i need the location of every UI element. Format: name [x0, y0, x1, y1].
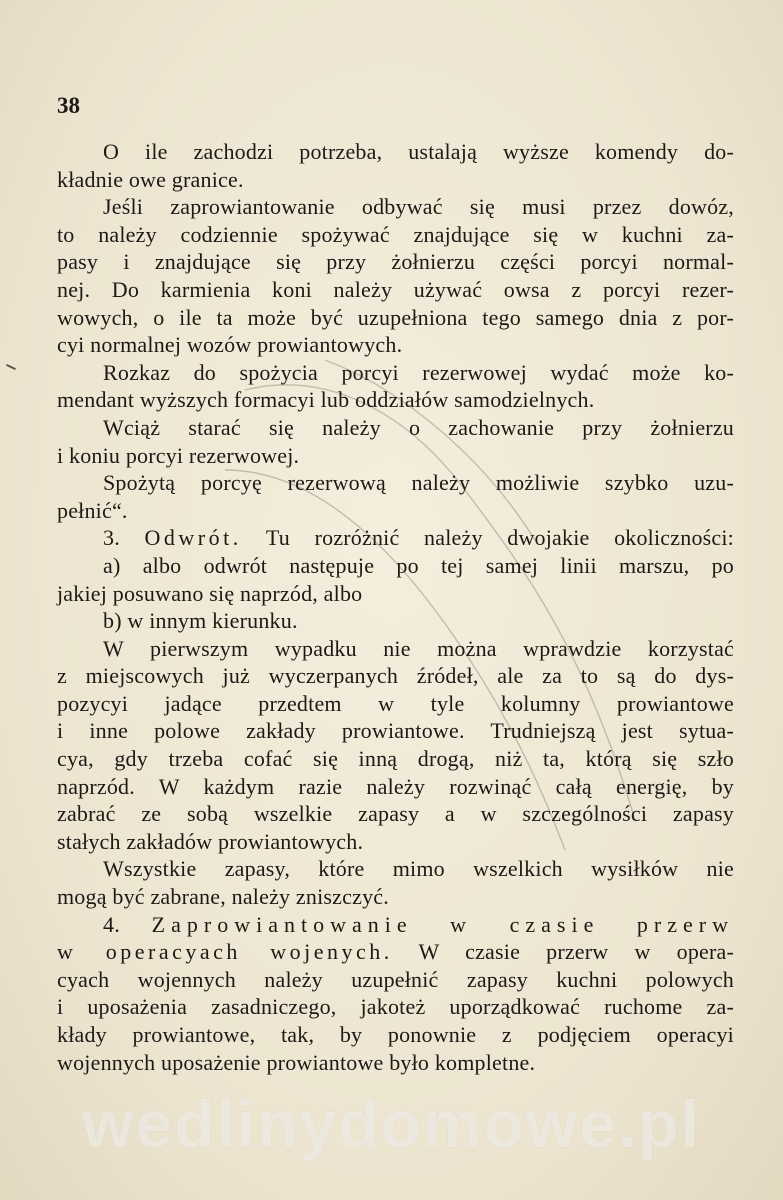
line-text: mendant wyższych formacyi lub oddziałów samodzielnych. [57, 387, 595, 413]
line-text: Spożytą porcyę rezerwową należy możliwie szybko uzu- [103, 470, 734, 496]
spaced-heading: w operacyach wojenych. [57, 939, 393, 965]
text-line [57, 386, 734, 414]
text-line [57, 304, 734, 332]
text-line [57, 773, 734, 801]
line-text: Jeśli zaprowiantowanie odbywać się musi przez dowóz, [103, 194, 734, 220]
line-text: O ile zachodzi potrzeba, ustalają wyższe komendy do- [103, 139, 734, 164]
line-text: i koniu porcyi rezerwowej. [57, 442, 300, 468]
text-line [57, 635, 734, 663]
text-line [57, 800, 734, 828]
line-text: naprzód. W każdym razie należy rozwinąć całą energię, by [57, 773, 734, 799]
text-line [57, 414, 734, 442]
text-line [57, 828, 734, 856]
text-line [57, 855, 734, 883]
line-text: kłady prowiantowe, tak, by ponownie z podjęciem operacyi [57, 1022, 734, 1047]
text-line [57, 938, 734, 966]
line-text: pozycyi jadące przedtem w tyle kolumny prowiantowe [57, 690, 734, 716]
text-line [57, 966, 734, 994]
line-text: stałych zakładów prowiantowych. [57, 828, 364, 854]
line-text: pełnić“. [57, 497, 128, 523]
spaced-heading: Zaprowiantowanie w czasie przerw [151, 911, 734, 937]
line-text: wojennych uposażenie prowiantowe było kompletne. [57, 1049, 536, 1075]
page-number: 38 [57, 93, 80, 118]
text-line [57, 662, 734, 690]
line-text: wowych, o ile ta może być uzupełniona tego samego dnia z por- [57, 304, 734, 330]
line-text: i inne polowe zakłady prowiantowe. Trudniejszą jest sytua- [57, 718, 734, 744]
text-line [57, 442, 734, 470]
text-line [57, 607, 734, 635]
line-text: b) w innym kierunku. [103, 608, 298, 634]
line-text: Wszystkie zapasy, które mimo wszelkich wysiłków nie [103, 856, 734, 882]
body-text [57, 138, 734, 1076]
spaced-heading: Odwrót. [144, 525, 242, 551]
text-line [57, 1049, 734, 1077]
text-line [57, 552, 734, 580]
text-line [57, 524, 734, 552]
line-text: cyach wojennych należy uzupełnić zapasy kuchni polowych [57, 966, 734, 992]
text-line [57, 276, 734, 304]
section-number: 3. [103, 525, 145, 551]
line-text: mogą być zabrane, należy zniszczyć. [57, 884, 389, 910]
line-text: a) albo odwrót następuje po tej samej linii marszu, po [103, 552, 734, 578]
line-text: W pierwszym wypadku nie można wprawdzie korzystać [103, 635, 734, 661]
line-text: cya, gdy trzeba cofać się inną drogą, niż ta, którą się szło [57, 746, 734, 772]
line-text: i uposażenia zasadniczego, jakoteż uporządkować ruchome za- [57, 994, 734, 1020]
text-line [57, 497, 734, 525]
line-text: z miejscowych już wyczerpanych źródeł, ale za to są do dys- [57, 663, 734, 689]
line-text: zabrać ze sobą wszelkie zapasy a w szczególności zapasy [57, 801, 734, 827]
text-line [57, 193, 734, 221]
text-line [57, 469, 734, 497]
line-text: Wciąż starać się należy o zachowanie przy żołnierzu [103, 414, 734, 440]
text-line [57, 883, 734, 911]
text-line [57, 331, 734, 359]
line-text: nej. Do karmienia koni należy używać owsa z porcyi rezer- [57, 276, 734, 302]
line-text: pasy i znajdujące się przy żołnierzu części porcyi normal- [57, 249, 734, 275]
site-watermark: wedlinydomowe.pl [82, 1087, 701, 1161]
text-line [57, 580, 734, 608]
line-text: to należy codziennie spożywać znajdujące się w kuchni za- [57, 221, 734, 247]
text-line [57, 717, 734, 745]
text-line [57, 221, 734, 249]
line-text: Rozkaz do spożycia porcyi rezerwowej wydać może ko- [103, 359, 734, 385]
text-line [57, 166, 734, 194]
text-line [57, 359, 734, 387]
line-text: jakiej posuwano się naprzód, albo [57, 580, 363, 606]
text-line [57, 138, 734, 166]
text-line [57, 248, 734, 276]
text-line [57, 690, 734, 718]
line-text: Tu rozróżnić należy dwojakie okoliczności: [241, 525, 734, 551]
line-text: W czasie przerw w opera- [392, 939, 734, 965]
text-line [57, 911, 734, 939]
line-text: cyi normalnej wozów prowiantowych. [57, 332, 403, 358]
text-line [57, 993, 734, 1021]
margin-mark [6, 364, 16, 370]
line-text: kładnie owe granice. [57, 166, 244, 192]
text-line [57, 745, 734, 773]
text-line [57, 1021, 734, 1049]
section-number: 4. [103, 911, 152, 937]
